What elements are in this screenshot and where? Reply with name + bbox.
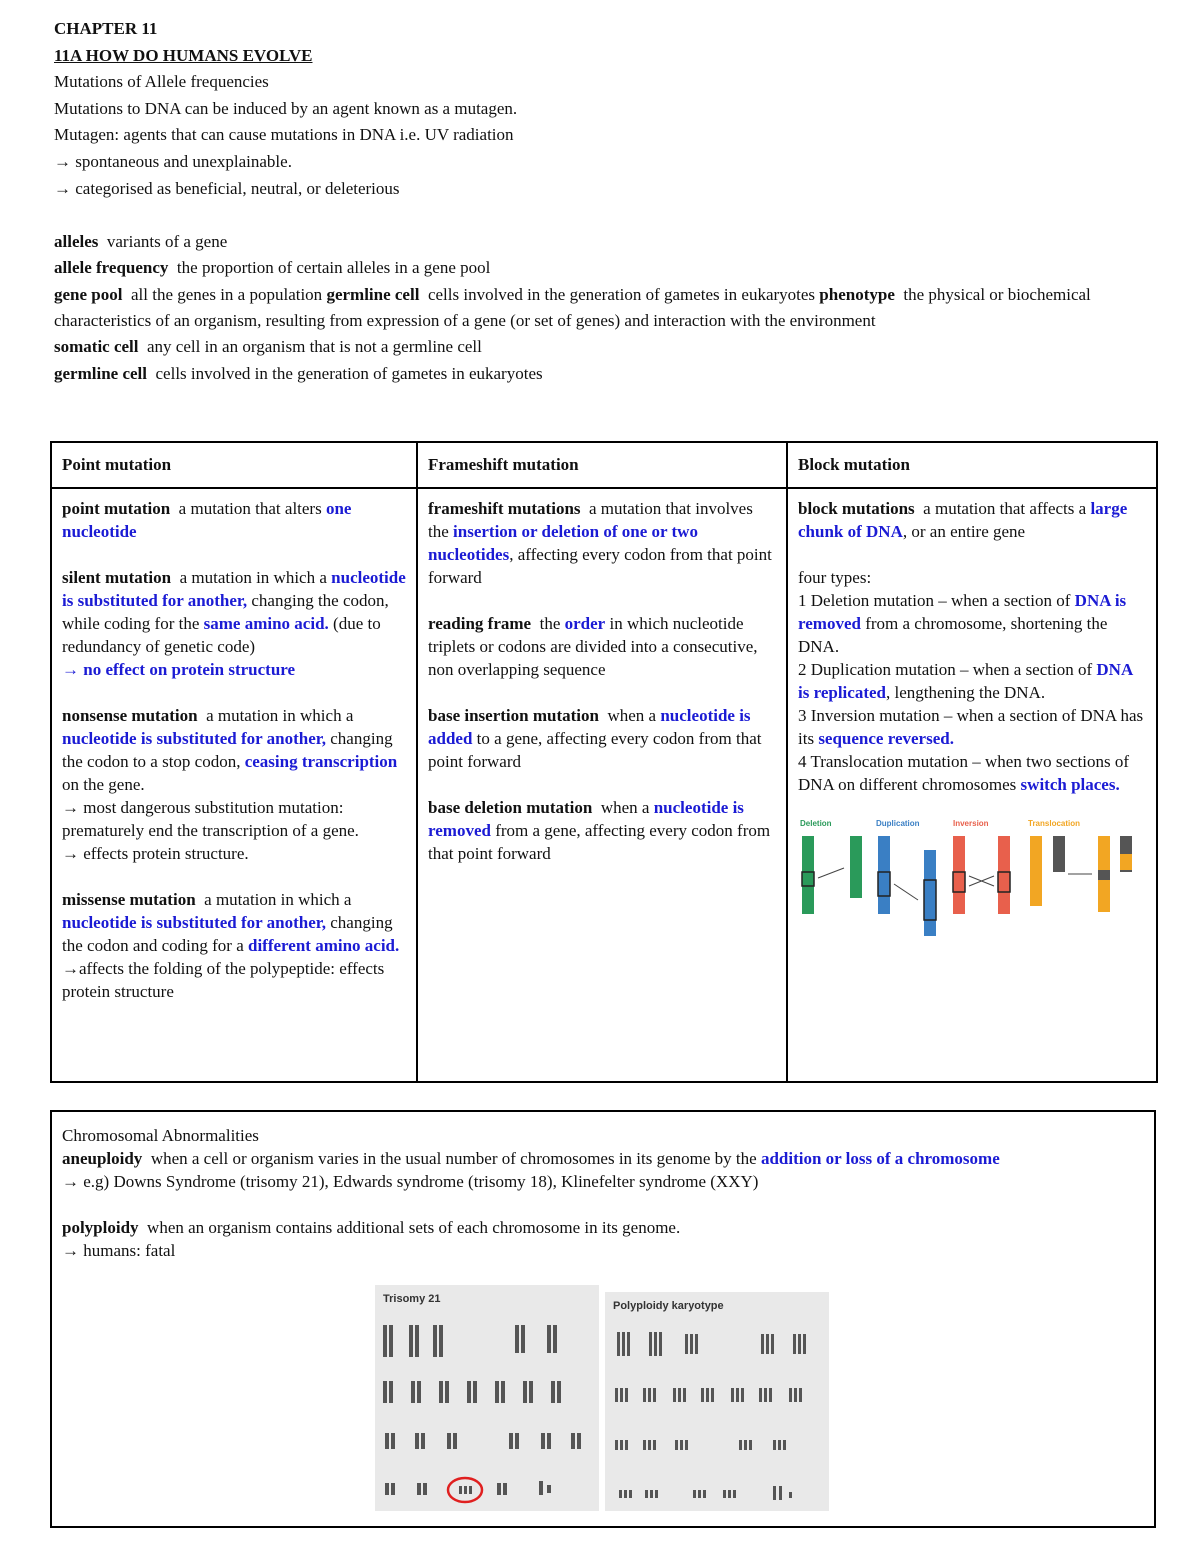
inversion-chromosomes [953, 836, 1010, 914]
base-insertion-def: base insertion mutation when a nucleotide is added to a gene, affecting every codon from that point forward [428, 706, 762, 771]
block-types [798, 566, 1146, 796]
trisomy-21-karyotype [375, 1285, 599, 1511]
definition-alleles: alleles variants of a gene [54, 231, 228, 251]
mutation-table [50, 441, 1158, 1083]
aneuploidy-examples: → e.g) Downs Syndrome (trisomy 21), Edwards syndrome (trisomy 18), Klinefelter syndrome (XXY) [62, 1172, 759, 1191]
reading-frame-def: reading frame the order in which nucleotide triplets or codons are divided into a consecutive, non overlapping sequence [428, 614, 758, 679]
silent-mutation-def: silent mutation a mutation in which a nucleotide is substituted for another, changing the codon, while coding for the same amino acid. (due to redundancy of genetic code) → no effect on protein structure [62, 568, 406, 679]
diagram-label-inversion: Inversion [953, 819, 989, 828]
trisomy-21-chromosomes [375, 1285, 599, 1511]
frameshift-mutation-cell [417, 488, 787, 1082]
polyploidy-def: polyploidy when an organism contains additional sets of each chromosome in its genome. [62, 1218, 681, 1237]
chromosomal-abnormalities-box [50, 1110, 1156, 1528]
definition-allele-frequency: allele frequency the proportion of certain alleles in a gene pool [54, 258, 491, 278]
definition-gene-pool: gene pool all the genes in a population germline cell cells involved in the generation of gametes in eukaryotes phenotype the physical or biochemical characteristics of an organism, resulting from expression of a gene (or set of genes) and interaction with the environment [54, 284, 1091, 330]
type-duplication: 2 Duplication mutation – when a section of DNA is replicated, lengthening the DNA. [798, 660, 1133, 702]
deletion-chromosomes [802, 836, 862, 914]
abnormalities-title: Chromosomal Abnormalities [62, 1126, 259, 1145]
diagram-label-deletion: Deletion [800, 819, 832, 828]
base-deletion-def: base deletion mutation when a nucleotide is removed from a gene, affecting every codon from that point forward [428, 798, 771, 863]
intro-line: Mutations of Allele frequencies [54, 72, 269, 92]
duplication-chromosomes [878, 836, 936, 936]
intro-line: → categorised as beneficial, neutral, or deleterious [54, 178, 400, 198]
missense-mutation-def: missense mutation a mutation in which a nucleotide is substituted for another, changing the codon and coding for a different amino acid. →affects the folding of the polypeptide: effects protein structure [62, 890, 400, 1001]
type-deletion: 1 Deletion mutation – when a section of DNA is removed from a chromosome, shortening the DNA. [798, 591, 1127, 656]
polyploidy-chromosomes [605, 1292, 829, 1511]
translocation-chromosomes [1030, 836, 1132, 912]
definition-somatic-cell: somatic cell any cell in an organism that is not a germline cell [54, 336, 482, 356]
block-mutation-def: block mutations a mutation that affects a large chunk of DNA, or an entire gene [798, 499, 1128, 541]
header-block-mutation: Block mutation [787, 442, 1157, 488]
polyploidy-title: Polyploidy karyotype [613, 1300, 724, 1312]
aneuploidy-def: aneuploidy when a cell or organism varies in the usual number of chromosomes in its genome by the addition or loss of a chromosome [62, 1149, 1000, 1168]
point-mutation-cell [51, 488, 417, 1082]
diagram-label-duplication: Duplication [876, 819, 920, 828]
trisomy-21-title: Trisomy 21 [383, 1293, 441, 1305]
header-frameshift-mutation: Frameshift mutation [417, 442, 787, 488]
type-inversion: 3 Inversion mutation – when a section of DNA has its sequence reversed. [798, 706, 1144, 748]
intro-line: → spontaneous and unexplainable. [54, 151, 292, 171]
definition-germline-cell: germline cell cells involved in the generation of gametes in eukaryotes [54, 363, 543, 383]
nonsense-mutation-def: nonsense mutation a mutation in which a nucleotide is substituted for another, changing the codon to a stop codon, ceasing transcription on the gene. → most dangerous substitution mutation: prematurely end the transcription of a gene. → effects protein structure. [62, 706, 398, 863]
intro-line: Mutations to DNA can be induced by an agent known as a mutagen. [54, 98, 518, 118]
notes-header [54, 16, 1154, 387]
four-types-label: four types: [798, 568, 872, 587]
block-mutation-cell [787, 488, 1157, 1082]
diagram-label-translocation: Translocation [1028, 819, 1081, 828]
chapter-title: CHAPTER 11 [54, 19, 158, 38]
polyploidy-note: → humans: fatal [62, 1241, 176, 1260]
section-title: 11A HOW DO HUMANS EVOLVE [54, 45, 313, 65]
intro-line: Mutagen: agents that can cause mutations in DNA i.e. UV radiation [54, 125, 514, 145]
polyploidy-karyotype [605, 1292, 829, 1511]
header-point-mutation: Point mutation [51, 442, 417, 488]
frameshift-def: frameshift mutations a mutation that involves the insertion or deletion of one or two nucleotides, affecting every codon from that point forward [428, 499, 772, 587]
type-translocation: 4 Translocation mutation – when two sections of DNA on different chromosomes switch places. [798, 752, 1130, 794]
block-mutation-diagram [798, 814, 1138, 944]
point-mutation-def: point mutation a mutation that alters one nucleotide [62, 499, 352, 541]
